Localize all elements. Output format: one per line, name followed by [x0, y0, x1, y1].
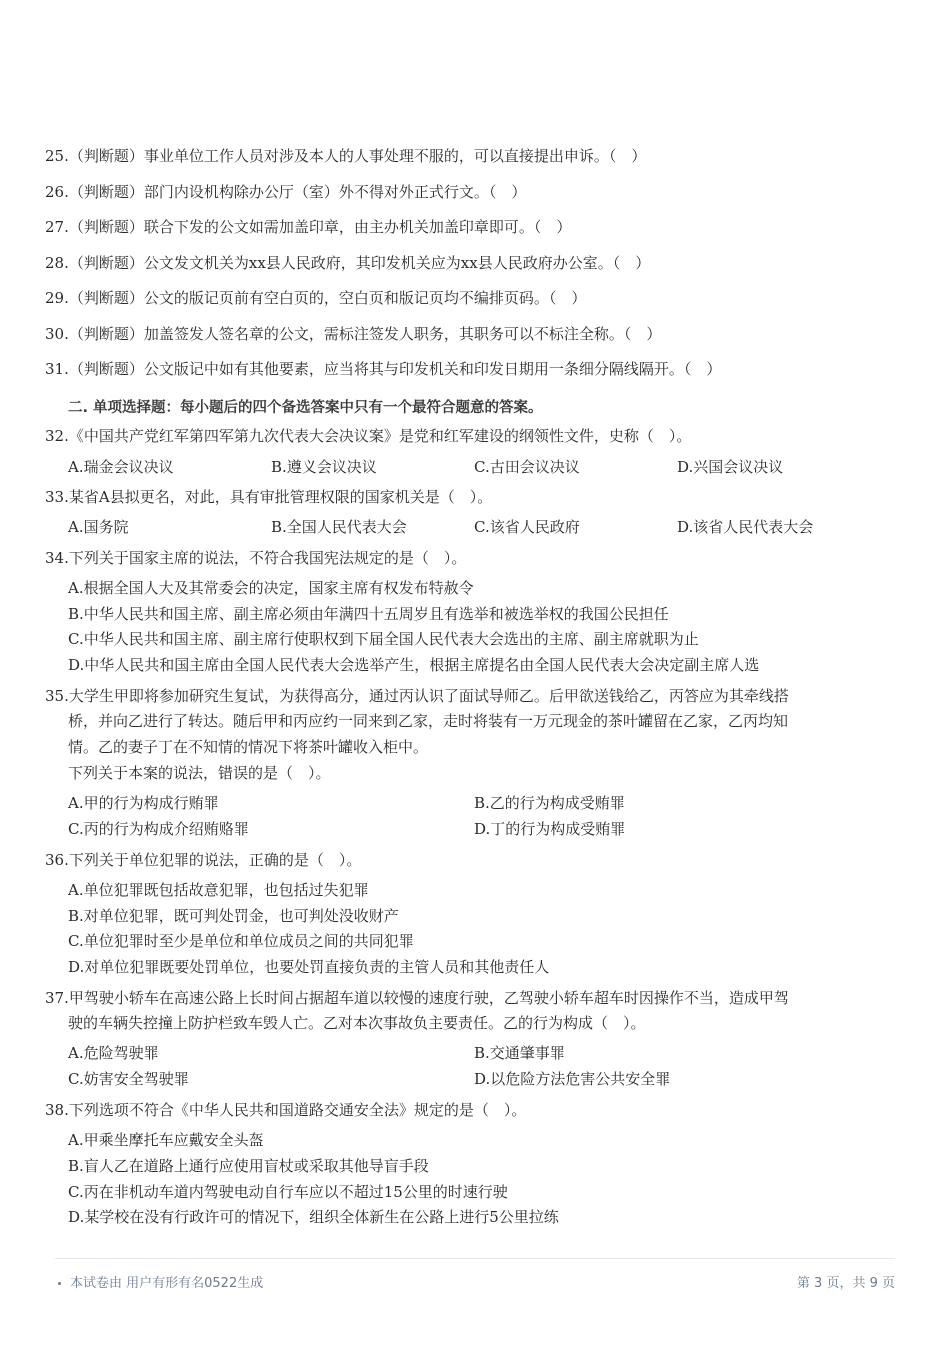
question-36-option-a: A.单位犯罪既包括故意犯罪，也包括过失犯罪: [68, 881, 369, 899]
question-35-stem-line: 情。乙的妻子丁在不知情的情况下将茶叶罐收入柜中。: [68, 738, 429, 756]
question-35-stem-line: 桥，并向乙进行了转达。随后甲和丙应约一同来到乙家，走时将装有一万元现金的茶叶罐留在乙家，乙丙均知: [68, 712, 789, 730]
question-33-option-c: C.该省人民政府: [474, 518, 580, 536]
footer-generated-by: [58, 1272, 263, 1291]
question-37-option-c: C.妨害安全驾驶罪: [68, 1070, 189, 1088]
question-38-option-b: B.盲人乙在道路上通行应使用盲杖或采取其他导盲手段: [68, 1157, 429, 1175]
question-35-option-d: D.丁的行为构成受贿罪: [474, 820, 626, 838]
question-26: 26.（判断题）部门内设机构除办公厅（室）外不得对外正式行文。（ ）: [45, 183, 527, 201]
question-37-stem-line: 37.甲驾驶小轿车在高速公路上长时间占据超车道以较慢的速度行驶，乙驾驶小轿车超车时因操作不当，造成甲驾: [45, 989, 789, 1007]
question-32-option-a: A.瑞金会议决议: [68, 458, 174, 476]
question-34-option-d: D.中华人民共和国主席由全国人民代表大会选举产生，根据主席提名由全国人民代表大会决定副主席人选: [68, 656, 760, 674]
question-25: 25.（判断题）事业单位工作人员对涉及本人的人事处理不服的，可以直接提出申诉。（ ）: [45, 147, 647, 165]
footer-divider: [55, 1258, 895, 1259]
question-33-option-d: D.该省人民代表大会: [677, 518, 814, 536]
question-34-stem: 34.下列关于国家主席的说法，不符合我国宪法规定的是（ ）。: [45, 549, 467, 567]
question-32-option-b: B.遵义会议决议: [271, 458, 377, 476]
question-38-stem: 38.下列选项不符合《中华人民共和国道路交通安全法》规定的是（ ）。: [45, 1101, 527, 1119]
section-title-single-choice: 二. 单项选择题：每小题后的四个备选答案中只有一个最符合题意的答案。: [68, 400, 543, 416]
bullet-icon: [58, 1282, 61, 1285]
footer-generated-text: 本试卷由 用户有形有名0522生成: [70, 1276, 264, 1291]
question-27: 27.（判断题）联合下发的公文如需加盖印章，由主办机关加盖印章即可。（ ）: [45, 218, 572, 236]
question-36-option-c: C.单位犯罪时至少是单位和单位成员之间的共同犯罪: [68, 932, 414, 950]
question-32-option-c: C.古田会议决议: [474, 458, 580, 476]
question-34-option-a: A.根据全国人大及其常委会的决定，国家主席有权发布特赦令: [68, 579, 474, 597]
page-number: 第 3 页，共 9 页: [796, 1276, 895, 1291]
question-38-option-a: A.甲乘坐摩托车应戴安全头盔: [68, 1131, 264, 1149]
question-33-option-a: A.国务院: [68, 518, 129, 536]
question-37-stem-line: 驶的车辆失控撞上防护栏致车毁人亡。乙对本次事故负主要责任。乙的行为构成（ ）。: [68, 1014, 646, 1032]
question-35-stem-line: 35.大学生甲即将参加研究生复试，为获得高分，通过丙认识了面试导师乙。后甲欲送钱给乙，丙答应为其牵线搭: [45, 687, 789, 705]
question-37-option-d: D.以危险方法危害公共安全罪: [474, 1070, 671, 1088]
question-35-option-a: A.甲的行为构成行贿罪: [68, 794, 219, 812]
question-37-option-b: B.交通肇事罪: [474, 1044, 565, 1062]
question-34-option-c: C.中华人民共和国主席、副主席行使职权到下届全国人民代表大会选出的主席、副主席就职为止: [68, 630, 699, 648]
question-31: 31.（判断题）公文版记中如有其他要素，应当将其与印发机关和印发日期用一条细分隔线隔开。（ ）: [45, 360, 722, 378]
question-29: 29.（判断题）公文的版记页前有空白页的，空白页和版记页均不编排页码。（ ）: [45, 289, 587, 307]
question-33-option-b: B.全国人民代表大会: [271, 518, 407, 536]
question-32-stem: 32.《中国共产党红军第四军第九次代表大会决议案》是党和红军建设的纲领性文件，史称（ ）。: [45, 427, 692, 445]
question-30: 30.（判断题）加盖签发人签名章的公文，需标注签发人职务，其职务可以不标注全称。（ ）: [45, 325, 662, 343]
question-28: 28.（判断题）公文发文机关为xx县人民政府，其印发机关应为xx县人民政府办公室。（ ）: [45, 254, 651, 272]
question-36-stem: 36.下列关于单位犯罪的说法，正确的是（ ）。: [45, 851, 362, 869]
question-35-prompt: 下列关于本案的说法，错误的是（ ）。: [68, 764, 331, 782]
question-35-option-c: C.丙的行为构成介绍贿赂罪: [68, 820, 249, 838]
question-36-option-b: B.对单位犯罪，既可判处罚金，也可判处没收财产: [68, 907, 399, 925]
question-38-option-d: D.某学校在没有行政许可的情况下，组织全体新生在公路上进行5公里拉练: [68, 1208, 559, 1226]
question-34-option-b: B.中华人民共和国主席、副主席必须由年满四十五周岁且有选举和被选举权的我国公民担任: [68, 605, 669, 623]
question-38-option-c: C.丙在非机动车道内驾驶电动自行车应以不超过15公里的时速行驶: [68, 1183, 508, 1201]
question-37-option-a: A.危险驾驶罪: [68, 1044, 159, 1062]
question-33-stem: 33.某省A县拟更名，对此，具有审批管理权限的国家机关是（ ）。: [45, 488, 493, 506]
question-35-option-b: B.乙的行为构成受贿罪: [474, 794, 625, 812]
question-32-option-d: D.兴国会议决议: [677, 458, 784, 476]
question-36-option-d: D.对单位犯罪既要处罚单位，也要处罚直接负责的主管人员和其他责任人: [68, 958, 550, 976]
